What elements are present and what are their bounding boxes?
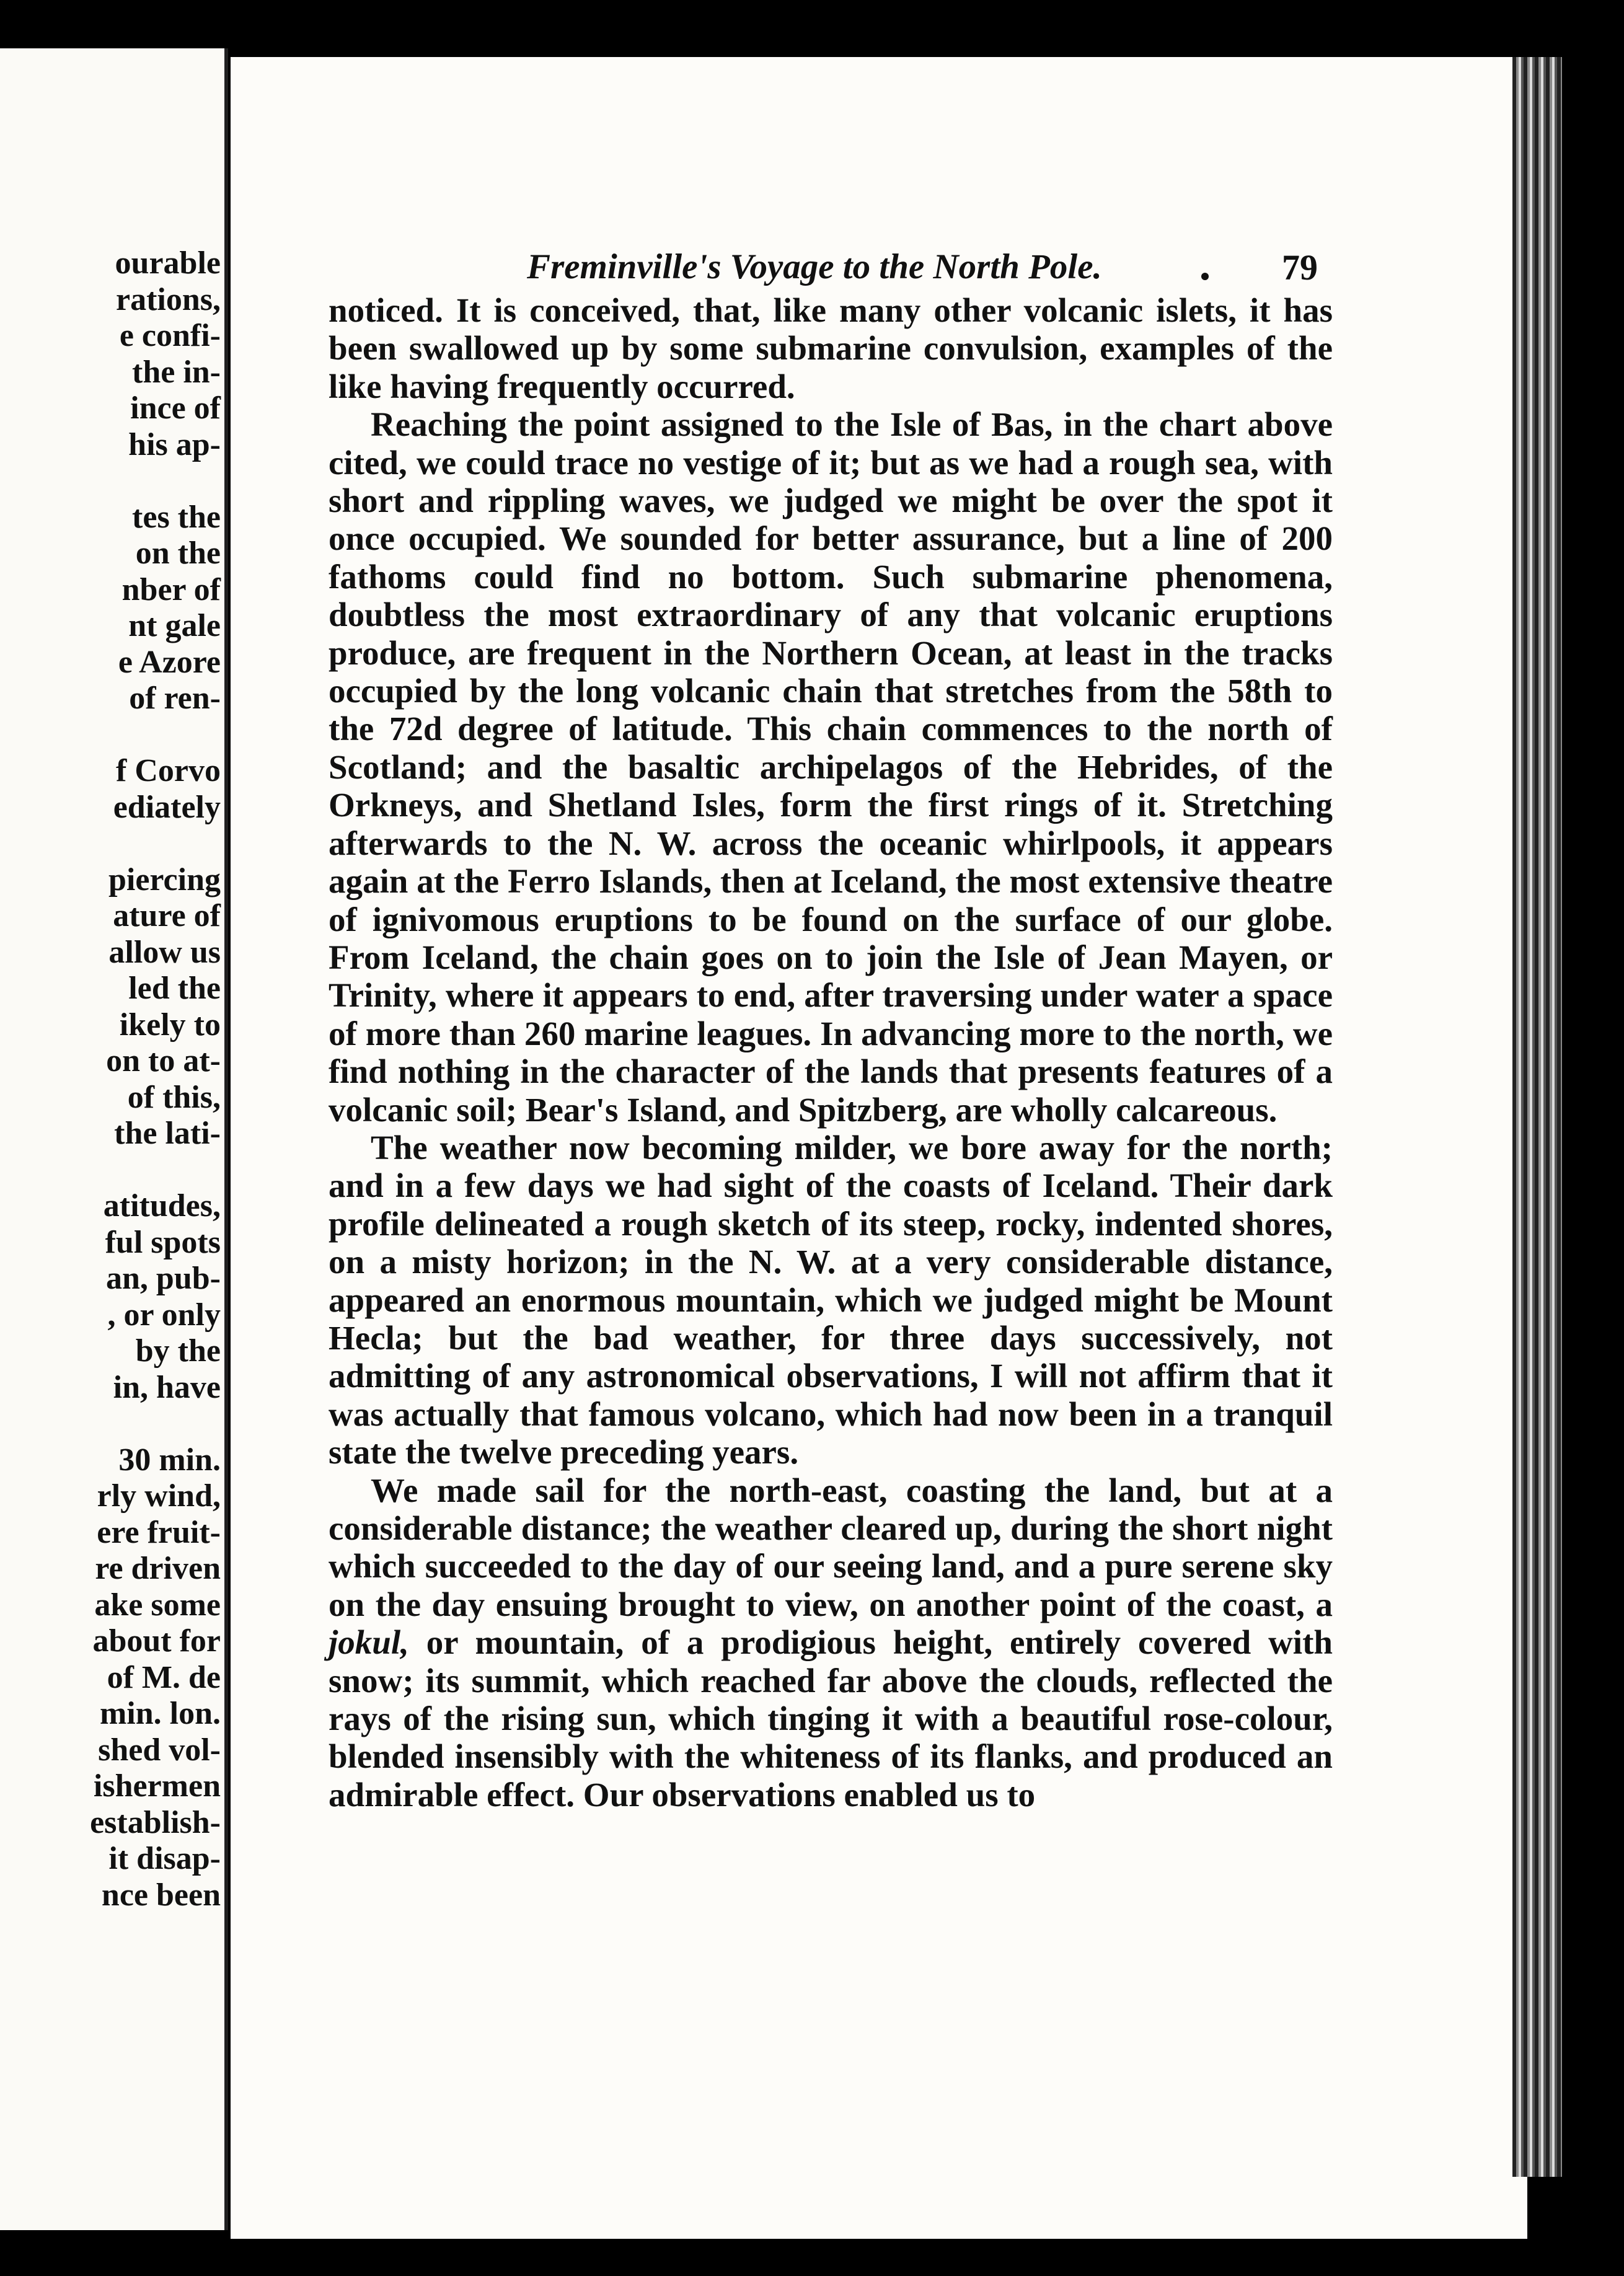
paragraph-3: The weather now becoming milder, we bore away for the north; and in a few days we had sight of the coasts of Iceland. Their dark profile delineated a rough sketch of its steep, rocky, indented shores, on a misty horizon; in the N. W. at a very considerable distance, appeared an enormous mountain, which we judged might be Mount Hecla; but the bad weather, for three days successively, not admitting of any astronomical observations, I will not affirm that it was actually that famous volcano, which had now been in a tranquil state the twelve preceding years.	[329, 1128, 1333, 1471]
left-fragment-line	[0, 463, 221, 500]
left-fragment-line: rations,	[116, 281, 221, 317]
left-fragment-line: e confi-	[119, 318, 221, 353]
left-fragment-line: re driven	[95, 1551, 221, 1586]
left-fragment-line: ake some	[94, 1587, 221, 1623]
left-fragment-line: of this,	[127, 1079, 221, 1115]
left-fragment-line: tes the	[132, 499, 221, 535]
left-fragment-line: shed vol-	[98, 1732, 221, 1768]
ink-dot	[1201, 273, 1209, 280]
left-facing-page	[0, 48, 228, 2230]
left-fragment-line: ere fruit-	[97, 1514, 221, 1550]
left-fragment-line: nce been	[101, 1877, 221, 1913]
running-title: Freminville's Voyage to the North Pole.	[527, 247, 1102, 286]
paragraph-4-text-after: or mountain, of a prodigious height, entirely covered with snow; its summit, which reached far above the clouds, reflected the rays of the rising sun, which tinging it with a beautiful rose-colour, blended insensibly with the whiteness of its flanks, and produced an admirable effect. Our observations enabled us to	[329, 1623, 1333, 1814]
paragraph-1: noticed. It is conceived, that, like many other volcanic islets, it has been swallowed up by some submarine convulsion, examples of the like having frequently occurred.	[329, 291, 1333, 405]
left-fragment-line	[0, 717, 221, 754]
left-fragment-line	[0, 826, 221, 862]
left-fragment-line: of M. de	[107, 1659, 221, 1695]
left-fragment-line: of ren-	[129, 681, 221, 716]
left-fragment-line: ful spots	[105, 1224, 221, 1260]
left-fragment-line: nber of	[121, 571, 221, 607]
paragraph-2: Reaching the point assigned to the Isle of Bas, in the chart above cited, we could trace no vestige of it; but as we had a rough sea, with short and rippling waves, we judged we might be over the spot it once occupied. We sounded for better assurance, but a line of 200 fathoms could find no bottom. Such submarine phenomena, doubtless the most extraordinary of any that volcanic eruptions produce, are frequent in the Northern Ocean, at least in the tracks occupied by the long volcanic chain that stretches from the 58th to the 72d degree of latitude. This chain commences to the north of Scotland; and the basaltic archipelagos of the Hebrides, of the Orkneys, and Shetland Isles, form the first rings of it. Stretching afterwards to the N. W. across the oceanic whirlpools, it appears again at the Ferro Islands, then at Iceland, the most extensive theatre of ignivomous eruptions to be found on the surface of our globe. From Iceland, the chain goes on to join the Isle of Jean Mayen, or Trinity, where it appears to end, after traversing under water a space of more than 260 marine leagues. In advancing more to the north, we find nothing in the character of the lands that presents features of a volcanic soil; Bear's Island, and Spitzberg, are wholly calcareous.	[329, 405, 1333, 1129]
left-fragment-line: it disap-	[108, 1841, 221, 1876]
page-number: 79	[1282, 247, 1318, 288]
left-fragment-line: in, have	[113, 1369, 221, 1405]
book-spine-edge	[1512, 57, 1562, 2177]
left-fragment-line: piercing	[108, 862, 221, 898]
left-fragment-line: ediately	[113, 789, 221, 825]
jokul-italic: jokul,	[329, 1623, 409, 1662]
left-fragment-line: led the	[128, 971, 221, 1006]
left-fragment-line: an, pub-	[106, 1261, 221, 1296]
left-fragment-line: atitudes,	[103, 1188, 221, 1224]
left-fragment-line: ikely to	[119, 1007, 221, 1043]
left-fragment-line: allow us	[108, 934, 221, 970]
page-body	[329, 291, 1333, 1814]
left-fragment-line: about for	[92, 1623, 221, 1659]
left-fragment-line: on the	[135, 536, 221, 571]
left-fragment-line: ature of	[113, 898, 221, 933]
left-fragment-line: e Azore	[118, 644, 221, 680]
left-fragment-line: on to at-	[106, 1043, 221, 1078]
left-fragment-line: nt gale	[128, 608, 221, 643]
left-fragment-line: rly wind,	[97, 1478, 221, 1514]
left-fragment-line: , or only	[107, 1297, 221, 1333]
paragraph-4-text-before: We made sail for the north-east, coasting the land, but at a considerable distance; the weather cleared up, during the short night which succeeded to the day of our seeing land, and a pure serene sky on the day ensuing brought to view, on another point of the coast, a	[329, 1471, 1333, 1623]
left-fragment-line: min. lon.	[99, 1696, 221, 1731]
left-fragment-line: establish-	[90, 1804, 221, 1840]
left-fragment-line: ince of	[130, 390, 221, 426]
left-fragment-line: ourable	[115, 245, 221, 281]
left-fragment-line: by the	[135, 1333, 221, 1369]
left-fragment-line	[0, 1152, 221, 1189]
left-fragment-line: f Corvo	[116, 753, 221, 788]
left-page-text-fragments	[0, 245, 221, 1913]
left-fragment-line: ishermen	[93, 1768, 221, 1804]
left-fragment-line: his ap-	[128, 426, 221, 462]
left-fragment-line: 30 min.	[118, 1442, 221, 1478]
paragraph-4	[329, 1471, 1333, 1814]
left-fragment-line: the in-	[132, 354, 221, 390]
left-fragment-line	[0, 1406, 221, 1442]
left-fragment-line: the lati-	[114, 1116, 221, 1151]
